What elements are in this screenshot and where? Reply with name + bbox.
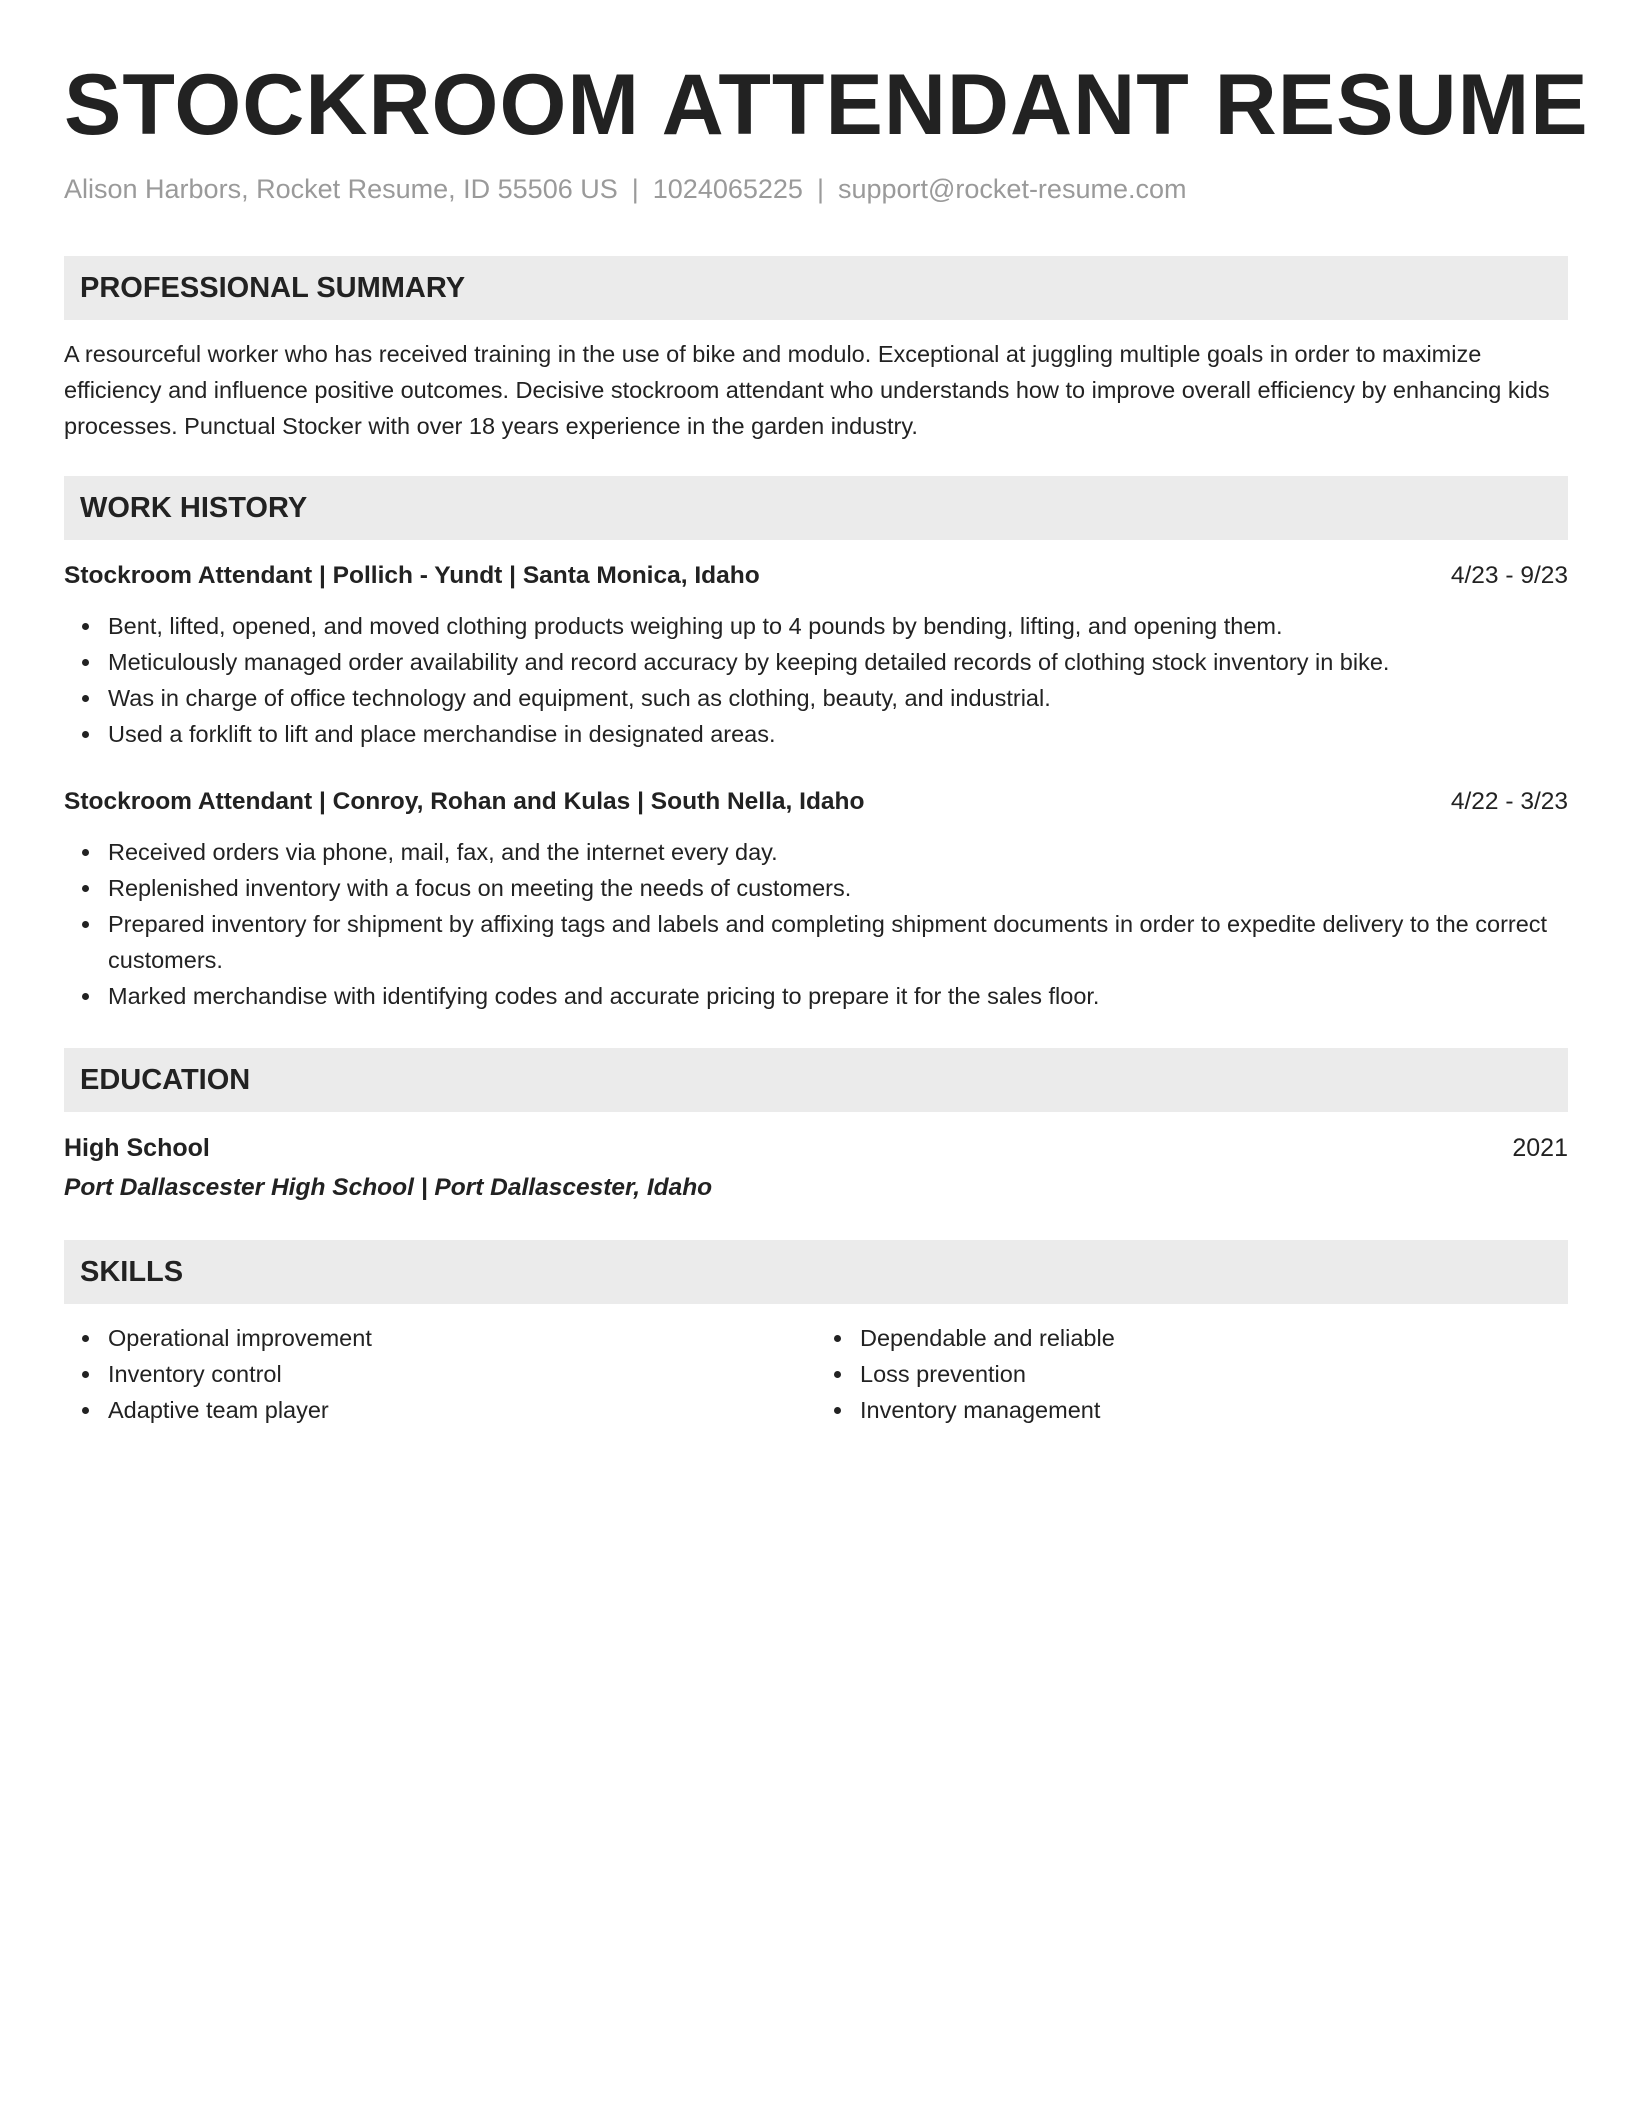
skills-list [816, 1320, 1568, 1428]
job-bullet: Marked merchandise with identifying codes and accurate pricing to prepare it for the sales floor. [108, 978, 1568, 1014]
section-heading-education: EDUCATION [64, 1048, 1568, 1112]
job-bullet: Received orders via phone, mail, fax, and the internet every day. [108, 834, 1568, 870]
job-title: Stockroom Attendant | Pollich - Yundt | Santa Monica, Idaho [64, 562, 760, 589]
skills-grid [64, 1320, 1568, 1428]
skill-item: Inventory management [860, 1392, 1568, 1428]
job-title: Stockroom Attendant | Conroy, Rohan and Kulas | South Nella, Idaho [64, 788, 865, 815]
job-bullet: Meticulously managed order availability and record accuracy by keeping detailed records of clothing stock inventory in bike. [108, 644, 1568, 680]
job-header [64, 558, 1568, 594]
job-dates: 4/23 - 9/23 [1450, 562, 1568, 589]
skill-item: Loss prevention [860, 1356, 1568, 1392]
job-bullet: Was in charge of office technology and equipment, such as clothing, beauty, and industrial. [108, 680, 1568, 716]
section-heading-summary: PROFESSIONAL SUMMARY [64, 256, 1568, 320]
contact-line [64, 172, 1568, 206]
education-school: Port Dallascester High School | Port Dallascester, Idaho [64, 1174, 713, 1201]
education-degree: High School [64, 1134, 210, 1162]
job-header [64, 784, 1568, 820]
skill-item: Dependable and reliable [860, 1320, 1568, 1356]
skills-column-left [64, 1320, 816, 1428]
skill-item: Inventory control [108, 1356, 816, 1392]
job-bullet: Replenished inventory with a focus on meeting the needs of customers. [108, 870, 1568, 906]
page-title: STOCKROOM ATTENDANT RESUME [64, 57, 1589, 153]
skill-item: Operational improvement [108, 1320, 816, 1356]
skills-column-right [816, 1320, 1568, 1428]
education-header [64, 1130, 1568, 1166]
job-bullet: Bent, lifted, opened, and moved clothing products weighing up to 4 pounds by bending, lifting, and opening them. [108, 608, 1568, 644]
skill-item: Adaptive team player [108, 1392, 816, 1428]
contact-phone: 1024065225 [652, 174, 803, 204]
skills-list [64, 1320, 816, 1428]
education-entry [64, 1130, 1568, 1206]
job-entry [64, 784, 1568, 1014]
job-entry [64, 558, 1568, 752]
job-bullet: Prepared inventory for shipment by affixing tags and labels and completing shipment documents in order to expedite delivery to the correct customers. [108, 906, 1568, 978]
education-year: 2021 [1512, 1134, 1568, 1162]
contact-separator: | [816, 174, 824, 204]
contact-email[interactable]: support@rocket-resume.com [837, 174, 1187, 204]
section-heading-work-history: WORK HISTORY [64, 476, 1568, 540]
job-bullet-list [64, 608, 1568, 752]
job-dates: 4/22 - 3/23 [1450, 788, 1568, 815]
job-bullet: Used a forklift to lift and place merchandise in designated areas. [108, 716, 1568, 752]
section-heading-skills: SKILLS [64, 1240, 1568, 1304]
summary-text: A resourceful worker who has received training in the use of bike and modulo. Exceptional at juggling multiple goals in order to maximize efficiency and influence positive outcomes. Decisive stockroom attendant who understands how to improve overall efficiency by enhancing kids processes. Punctual Stocker with over 18 years experience in the garden industry. [64, 341, 1550, 439]
job-bullet-list [64, 834, 1568, 1014]
contact-separator: | [631, 174, 639, 204]
contact-address: Alison Harbors, Rocket Resume, ID 55506 US [64, 174, 618, 204]
